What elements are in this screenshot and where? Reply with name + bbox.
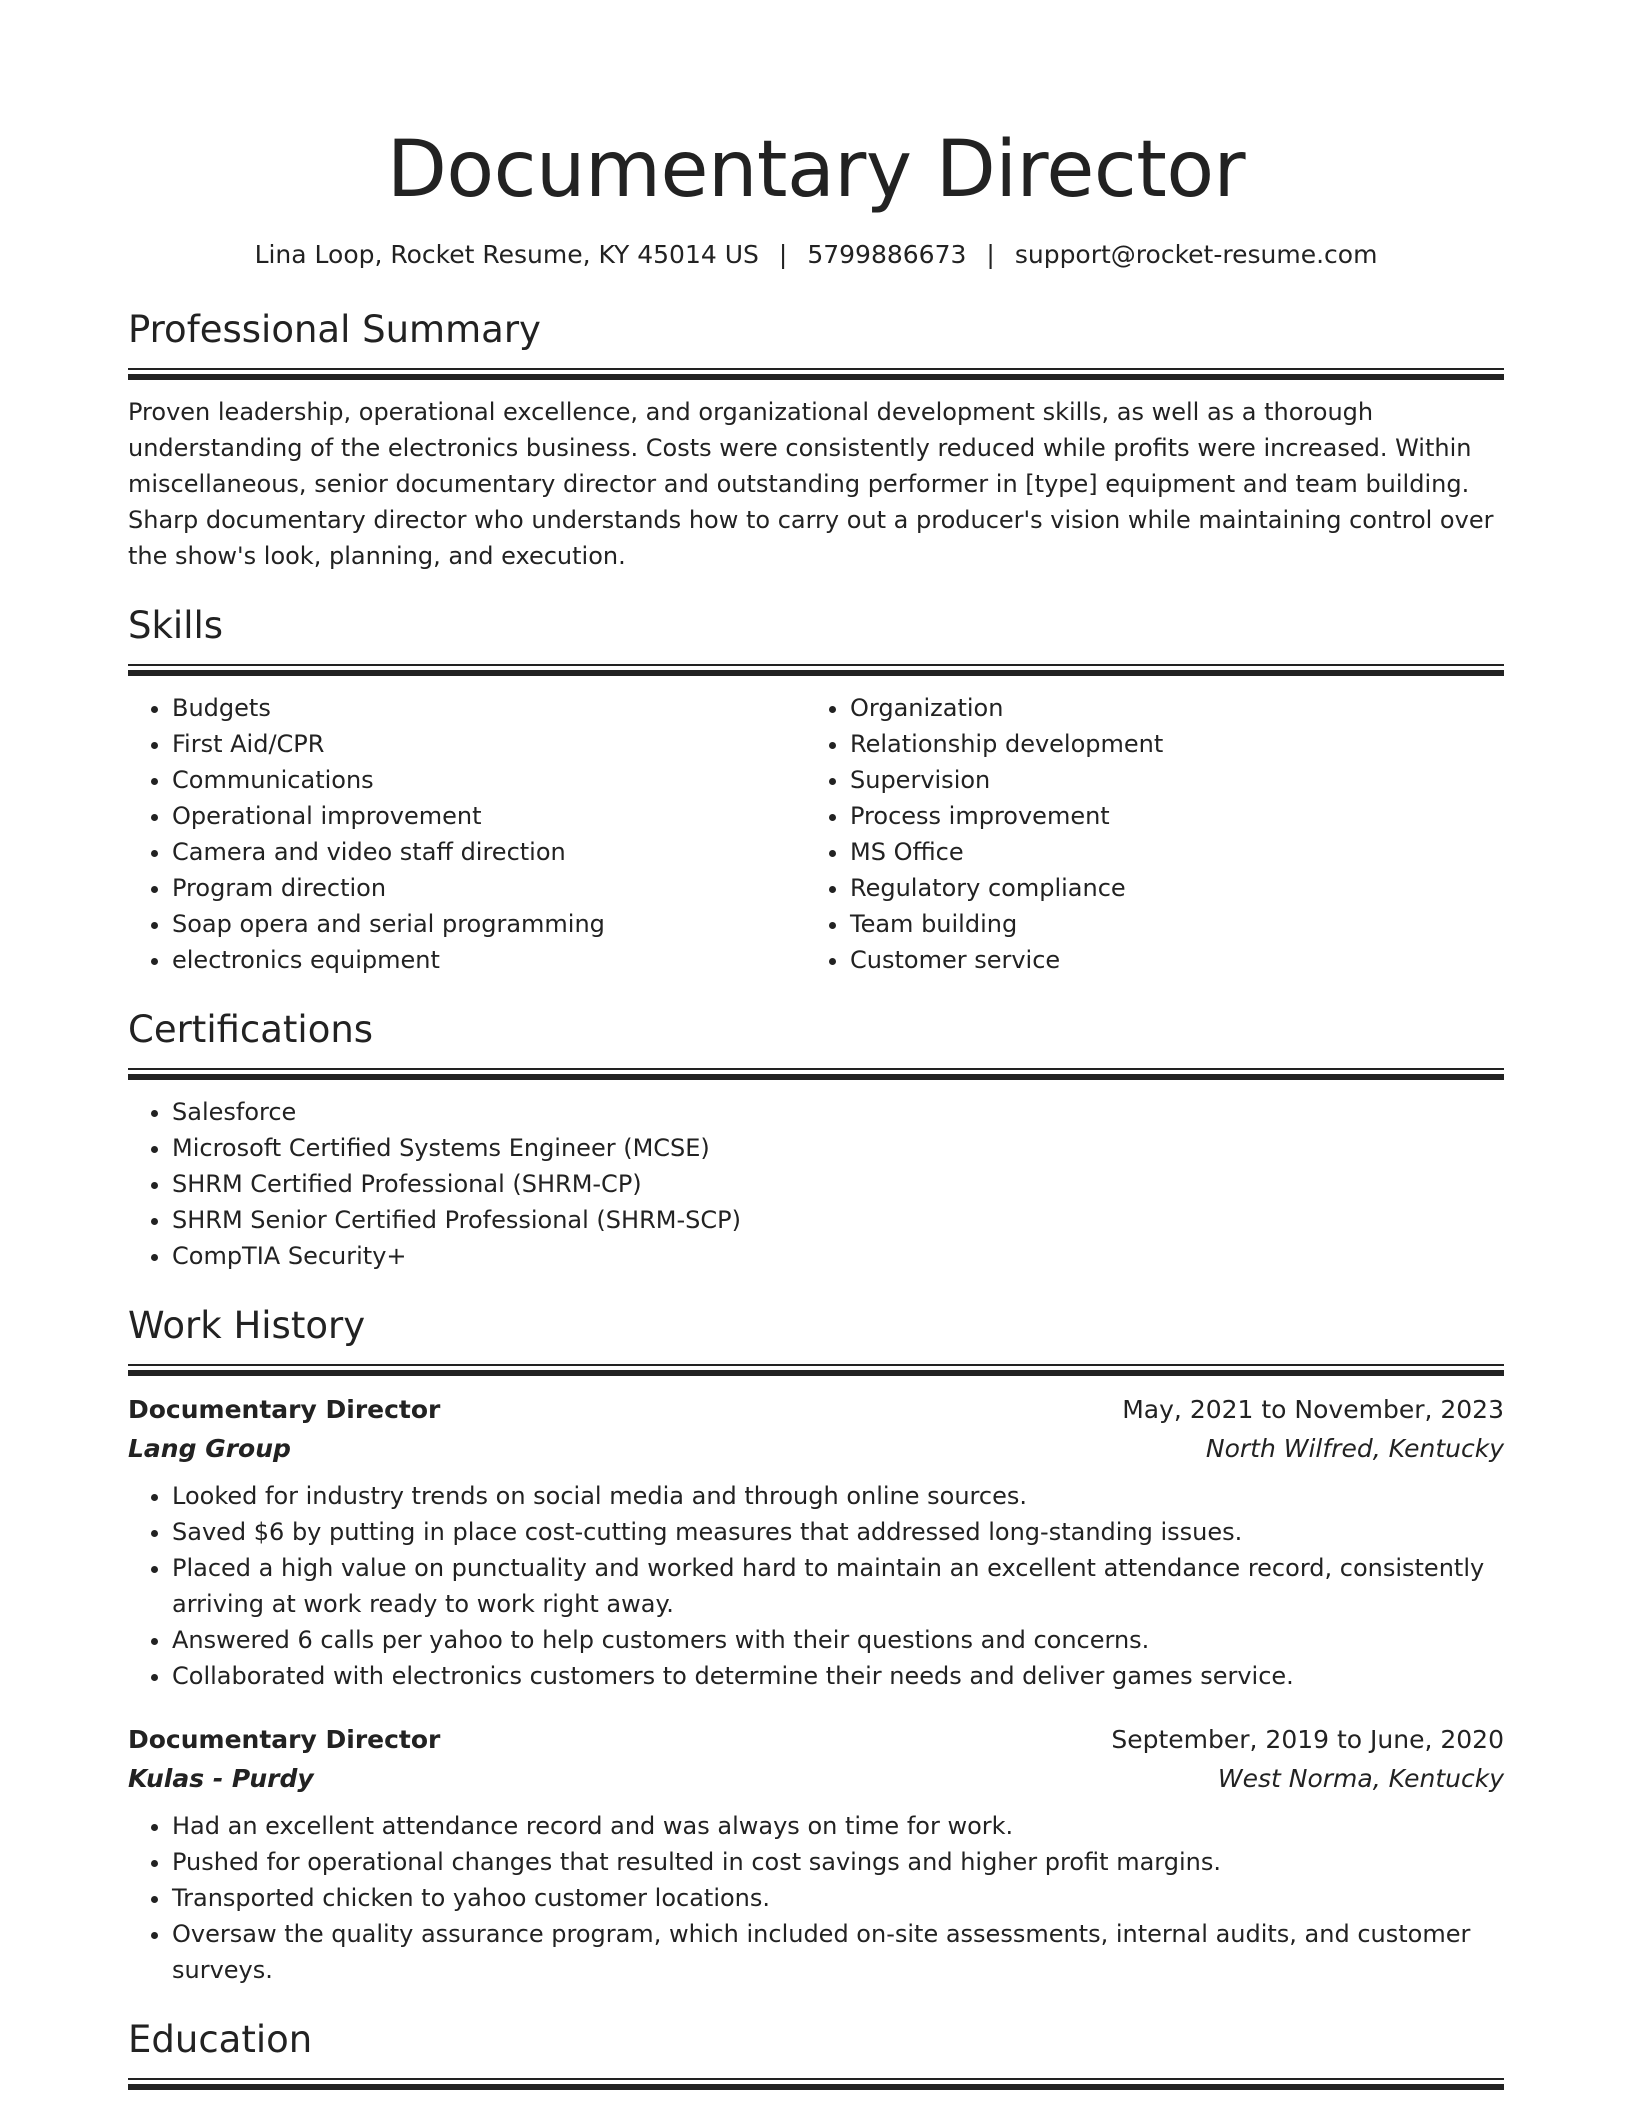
skill-item: • Relationship development — [850, 726, 1484, 762]
contact-separator: | — [778, 240, 788, 269]
skill-item: • Supervision — [850, 762, 1484, 798]
contact-separator: | — [986, 240, 995, 269]
resume-page — [128, 0, 1504, 2090]
education-section — [128, 2018, 1504, 2090]
job-bullet: • Oversaw the quality assurance program, which included on-site assessments, internal audits, and customer surveys. — [172, 1916, 1504, 1988]
skill-item: • Team building — [850, 906, 1484, 942]
work-history-section — [128, 1304, 1504, 1988]
skills-section — [128, 604, 1504, 978]
skill-item: • Program direction — [172, 870, 806, 906]
job-company: Kulas - Purdy — [128, 1764, 314, 1793]
certifications-section — [128, 1008, 1504, 1274]
job-entry — [128, 1720, 1504, 1988]
skills-list-right — [806, 690, 1484, 978]
skill-item: • Soap opera and serial programming — [172, 906, 806, 942]
skill-item: • Communications — [172, 762, 806, 798]
summary-text: Proven leadership, operational excellence, and organizational development skills, as well as a thorough understanding of the electronics business. Costs were consistently reduced while profits were increased. Within miscellaneous, senior documentary director and outstanding performer in [type] equipment and team building. Sharp documentary director who understands how to carry out a producer's vision while maintaining control over the show's look, planning, and execution. — [128, 398, 1494, 570]
skill-item: • Operational improvement — [172, 798, 806, 834]
contact-line — [128, 238, 1504, 272]
job-bullet: • Had an excellent attendance record and was always on time for work. — [172, 1808, 1504, 1844]
job-header — [128, 1720, 1504, 1759]
job-entry — [128, 1390, 1504, 1694]
section-divider — [128, 1364, 1504, 1376]
skills-list-left — [128, 690, 806, 978]
skills-grid — [128, 690, 1504, 978]
job-dates: September, 2019 to June, 2020 — [1111, 1725, 1504, 1754]
job-bullet: • Looked for industry trends on social media and through online sources. — [172, 1478, 1504, 1514]
job-company: Lang Group — [128, 1434, 291, 1463]
job-bullet: • Collaborated with electronics customers to determine their needs and deliver games service. — [172, 1658, 1504, 1694]
section-title-skills: Skills — [128, 604, 224, 647]
job-subheader — [128, 1759, 1504, 1798]
certifications-list — [128, 1094, 1504, 1274]
job-bullets — [128, 1808, 1504, 1988]
certification-item: • SHRM Certified Professional (SHRM-CP) — [172, 1166, 1504, 1202]
job-bullet: • Saved $6 by putting in place cost-cutting measures that addressed long-standing issues. — [172, 1514, 1504, 1550]
skill-item: • Regulatory compliance — [850, 870, 1484, 906]
certification-item: • SHRM Senior Certified Professional (SHRM-SCP) — [172, 1202, 1504, 1238]
skill-item: • electronics equipment — [172, 942, 806, 978]
certification-item: • Microsoft Certified Systems Engineer (MCSE) — [172, 1130, 1504, 1166]
section-divider — [128, 1068, 1504, 1080]
job-bullet: • Answered 6 calls per yahoo to help customers with their questions and concerns. — [172, 1622, 1504, 1658]
section-title-certifications: Certifications — [128, 1008, 374, 1051]
skill-item: • Organization — [850, 690, 1484, 726]
job-bullet: • Placed a high value on punctuality and worked hard to maintain an excellent attendance record, consistently arriving at work ready to work right away. — [172, 1550, 1504, 1622]
contact-phone: 5799886673 — [807, 240, 967, 269]
skill-item: • MS Office — [850, 834, 1484, 870]
contact-email: support@rocket-resume.com — [1014, 240, 1378, 269]
summary-section — [128, 308, 1504, 574]
certification-item: • Salesforce — [172, 1094, 1504, 1130]
certification-item: • CompTIA Security+ — [172, 1238, 1504, 1274]
skill-item: • Budgets — [172, 690, 806, 726]
section-divider — [128, 664, 1504, 676]
job-title: Documentary Director — [128, 1395, 441, 1424]
section-title-summary: Professional Summary — [128, 308, 541, 351]
section-title-education: Education — [128, 2018, 313, 2061]
skill-item: • Process improvement — [850, 798, 1484, 834]
skill-item: • Customer service — [850, 942, 1484, 978]
resume-name: Documentary Director — [386, 125, 1246, 215]
job-bullet: • Transported chicken to yahoo customer locations. — [172, 1880, 1504, 1916]
section-title-work-history: Work History — [128, 1304, 366, 1347]
job-location: West Norma, Kentucky — [1217, 1764, 1504, 1793]
job-bullet: • Pushed for operational changes that resulted in cost savings and higher profit margins. — [172, 1844, 1504, 1880]
contact-address: Lina Loop, Rocket Resume, KY 45014 US — [254, 240, 759, 269]
job-dates: May, 2021 to November, 2023 — [1122, 1395, 1504, 1424]
skill-item: • First Aid/CPR — [172, 726, 806, 762]
job-location: North Wilfred, Kentucky — [1205, 1434, 1504, 1463]
job-header — [128, 1390, 1504, 1429]
job-bullets — [128, 1478, 1504, 1694]
skill-item: • Camera and video staff direction — [172, 834, 806, 870]
job-title: Documentary Director — [128, 1725, 441, 1754]
section-divider — [128, 2078, 1504, 2090]
job-subheader — [128, 1429, 1504, 1468]
section-divider — [128, 368, 1504, 380]
